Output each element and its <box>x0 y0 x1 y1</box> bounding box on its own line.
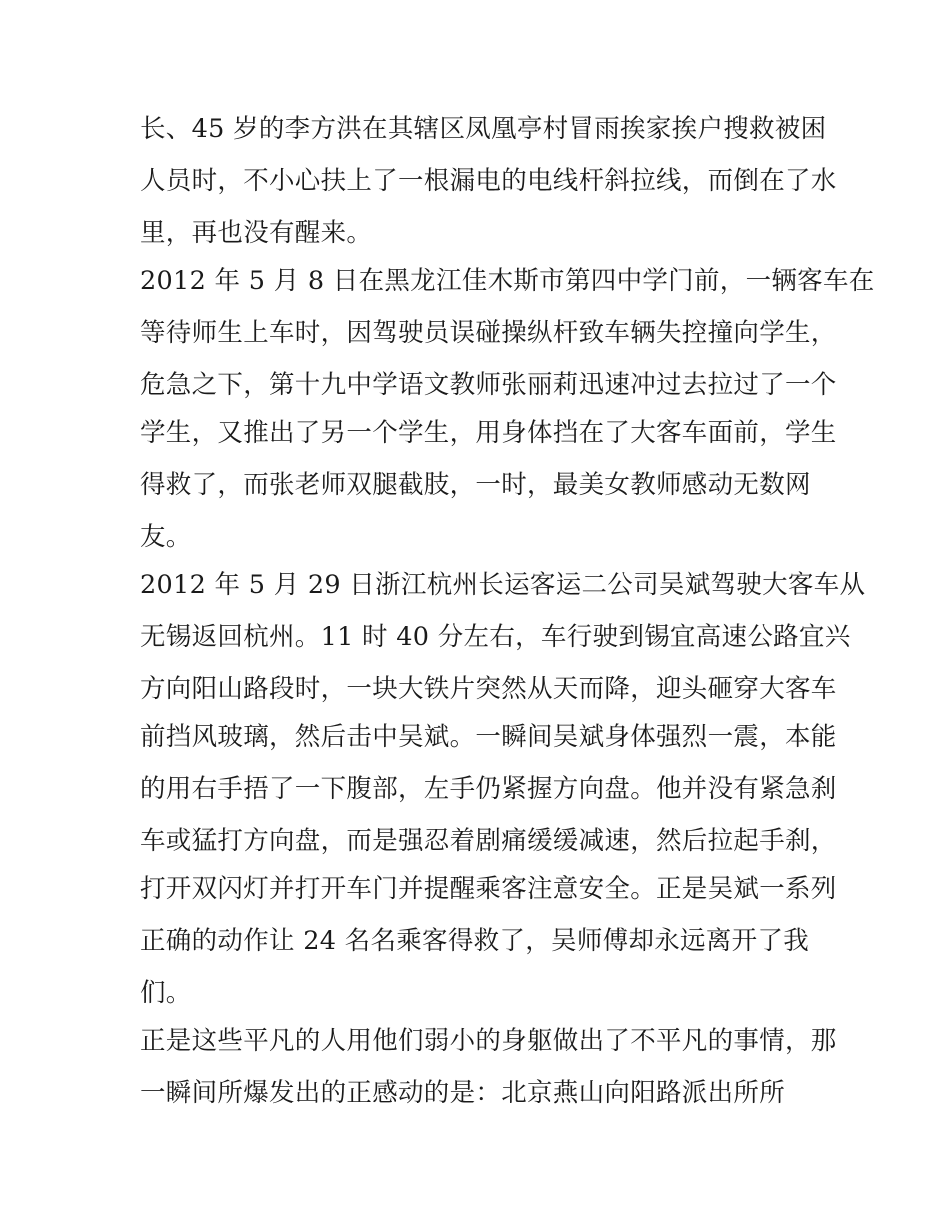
text-line: 车或猛打方向盘，而是强忍着剧痛缓缓减速，然后拉起手刹， <box>140 826 837 856</box>
text-line: 一瞬间所爆发出的正感动的是：北京燕山向阳路派出所所 <box>140 1078 786 1108</box>
text-line: 等待师生上车时，因驾驶员误碰操纵杆致车辆失控撞向学生， <box>140 318 837 348</box>
text-line: 前挡风玻璃，然后击中吴斌。一瞬间吴斌身体强烈一震，本能 <box>140 722 837 752</box>
text-line: 人员时，不小心扶上了一根漏电的电线杆斜拉线，而倒在了水 <box>140 166 837 196</box>
text-line: 友。 <box>140 522 192 552</box>
text-line: 2012 年 5 月 8 日在黑龙江佳木斯市第四中学门前，一辆客车在 <box>140 266 875 296</box>
text-line: 学生，又推出了另一个学生，用身体挡在了大客车面前，学生 <box>140 418 837 448</box>
text-line: 长、45 岁的李方洪在其辖区凤凰亭村冒雨挨家挨户搜救被困 <box>140 114 827 144</box>
text-line: 的用右手捂了一下腹部，左手仍紧握方向盘。他并没有紧急刹 <box>140 774 837 804</box>
text-line: 里，再也没有醒来。 <box>140 218 373 248</box>
text-line: 打开双闪灯并打开车门并提醒乘客注意安全。正是吴斌一系列 <box>140 874 837 904</box>
text-line: 正是这些平凡的人用他们弱小的身躯做出了不平凡的事情，那 <box>140 1026 837 1056</box>
text-line: 正确的动作让 24 名名乘客得救了，吴师傅却永远离开了我 <box>140 926 810 956</box>
text-line: 2012 年 5 月 29 日浙江杭州长运客运二公司吴斌驾驶大客车从 <box>140 570 866 600</box>
text-line: 无锡返回杭州。11 时 40 分左右，车行驶到锡宜高速公路宜兴 <box>140 622 851 652</box>
text-line: 方向阳山路段时，一块大铁片突然从天而降，迎头砸穿大客车 <box>140 674 837 704</box>
text-line: 得救了，而张老师双腿截肢，一时，最美女教师感动无数网 <box>140 470 811 500</box>
text-line: 危急之下，第十九中学语文教师张丽莉迅速冲过去拉过了一个 <box>140 370 837 400</box>
text-line: 们。 <box>140 978 192 1008</box>
